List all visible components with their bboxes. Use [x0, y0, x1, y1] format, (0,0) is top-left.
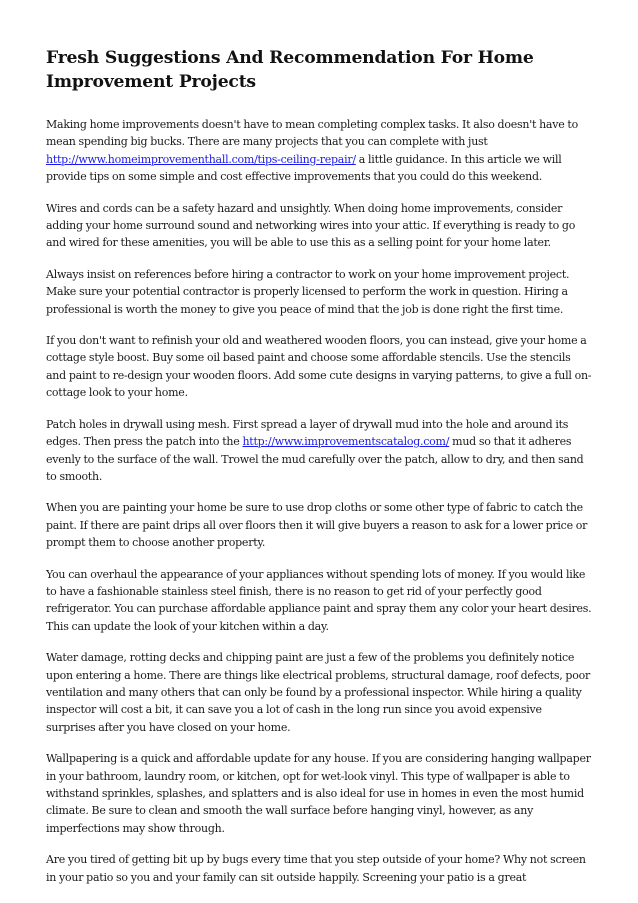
- paragraph-text: Making home improvements doesn't have to mean completing complex tasks. It also doesn't have to mean spending big bucks. There are many projects that you can complete with just: [46, 118, 578, 149]
- paragraph-drywall: [46, 416, 592, 486]
- article-title: Fresh Suggestions And Recommendation For Home Improvement Projects: [46, 48, 534, 92]
- paragraph-text: mud so that it adheres evenly to the surface of the wall. Trowel the mud carefully over the patch, allow to dry, and then sand to smooth.: [46, 435, 584, 483]
- paragraph-intro: [46, 116, 592, 186]
- paragraph-patio: Are you tired of getting bit up by bugs every time that you step outside of your home? Why not screen in your patio so you and your family can sit outside happily. Screening your patio is a great: [46, 853, 586, 884]
- paragraph-wallpaper: Wallpapering is a quick and affordable update for any house. If you are considering hanging wallpaper in your bathroom, laundry room, or kitchen, opt for wet-look vinyl. This type of wallpaper is able to withstand sprinkles, splashes, and splatters and is also ideal for use in homes in even the most humid climate. Be sure to clean and smooth the wall surface before hanging vinyl, however, as any imperfections may show through.: [46, 752, 591, 835]
- paragraph-text: a little guidance. In this article we will provide tips on some simple and cost effective improvements that you could do this weekend.: [46, 152, 562, 184]
- paragraph-floors: If you don't want to refinish your old and weathered wooden floors, you can instead, give your home a cottage style boost. Buy some oil based paint and choose some affordable stencils. Use the stencils and paint to re-design your wooden floors. Add some cute designs in varying patterns, to give a full on-cottage look to your home.: [46, 334, 592, 400]
- paragraph-references: Always insist on references before hiring a contractor to work on your home improvement project. Make sure your potential contractor is properly licensed to perform the work in question. Hiring a professional is worth the money to give you peace of mind that the job is done right the first time.: [46, 267, 570, 316]
- paragraph-water-damage: Water damage, rotting decks and chipping paint are just a few of the problems you definitely notice upon entering a home. There are things like electrical problems, structural damage, roof defects, poor ventilation and many others that can only be found by a professional inspector. While hiring a quality inspector will cost a bit, it can save you a lot of cash in the long run since you avoid expensive surprises after you have closed on your home.: [46, 651, 590, 734]
- paragraph-text: Patch holes in drywall using mesh. First spread a layer of drywall mud into the hole and around its edges. Then press the patch into the: [46, 417, 569, 449]
- link-homeimprovementhall[interactable]: http://www.homeimprovementhall.com/tips-ceiling-repair/: [46, 152, 356, 166]
- paragraph-wires: Wires and cords can be a safety hazard and unsightly. When doing home improvements, consider adding your home surround sound and networking wires into your attic. If everything is ready to go and wired for these amenities, you will be able to use this as a selling point for your home later.: [46, 201, 576, 250]
- paragraph-appliances: You can overhaul the appearance of your appliances without spending lots of money. If you would like to have a fashionable stainless steel finish, there is no reason to get rid of your perfectly good refrigerator. You can purchase affordable appliance paint and spray them any color your heart desires. This can update the look of your kitchen within a day.: [46, 567, 592, 633]
- link-improvementscatalog[interactable]: http://www.improvementscatalog.com/: [242, 435, 450, 449]
- paragraph-painting: When you are painting your home be sure to use drop cloths or some other type of fabric to catch the paint. If there are paint drips all over floors then it will give buyers a reason to ask for a lower price or prompt them to choose another property.: [46, 501, 588, 550]
- document-page: [46, 46, 592, 900]
